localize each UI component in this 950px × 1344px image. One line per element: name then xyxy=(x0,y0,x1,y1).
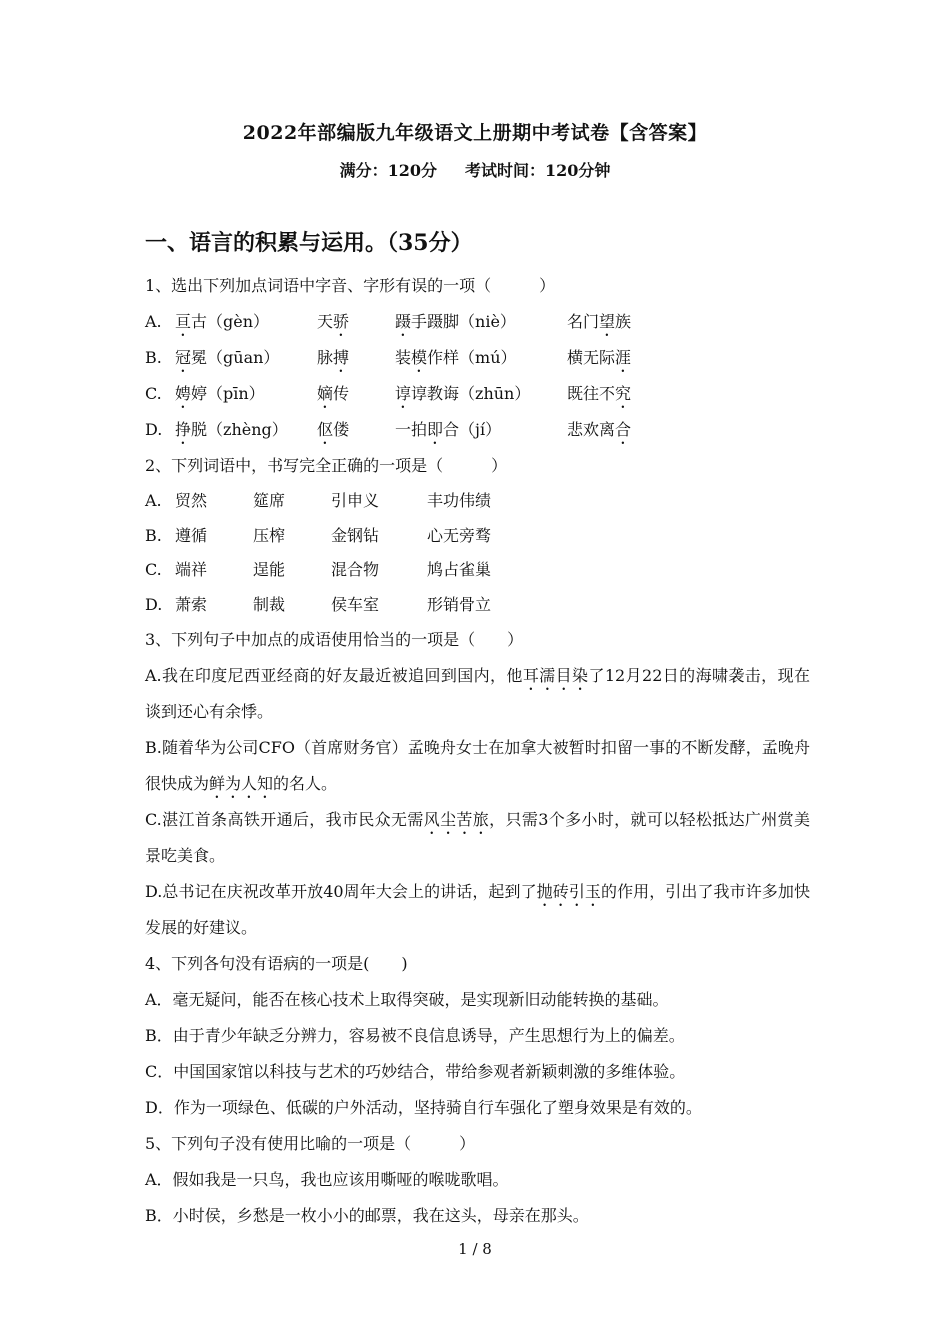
q2-option: D. 萧索 制裁 侯车室 形销骨立 xyxy=(145,594,492,614)
q5-option-a: A．假如我是一只鸟，我也应该用嘶哑的喉咙歌唱。 xyxy=(145,1170,509,1189)
q4-option-c: C．中国国家馆以科技与艺术的巧妙结合，带给参观者新颖刺激的多维体验。 xyxy=(145,1062,686,1081)
q1-option: B. 冠冕（gūan） 脉搏 装模作样（mú） 横无际涯 xyxy=(145,348,632,367)
q3-option-d: D.总书记在庆祝改革开放40周年大会上的讲话，起到了抛砖引玉的作用，引出了我市许多加快发展的好建议。 xyxy=(145,882,810,937)
q4-option-d: D．作为一项绿色、低碳的户外活动，坚持骑自行车强化了塑身效果是有效的。 xyxy=(145,1098,702,1117)
q2-option: B. 遵循 压榨 金钢钻 心无旁骛 xyxy=(145,525,492,545)
q2-option: A. 贸然 筵席 引申义 丰功伟绩 xyxy=(145,491,492,510)
q3-option-a: A.我在印度尼西亚经商的好友最近被追回到国内，他耳濡目染了12月22日的海啸袭击，现在谈到还心有余悸。 xyxy=(145,666,810,721)
q5-option-b: B．小时侯，乡愁是一枚小小的邮票，我在这头，母亲在那头。 xyxy=(145,1206,589,1225)
q3-stem: 3、下列句子中加点的成语使用恰当的一项是（ ） xyxy=(145,630,524,649)
q2-option: C. 端祥 逞能 混合物 鸠占雀巢 xyxy=(145,560,492,579)
q5-stem: 5、下列句子没有使用比喻的一项是（ ） xyxy=(145,1134,476,1153)
q4-stem: 4、下列各句没有语病的一项是( ) xyxy=(145,954,408,973)
q4-option-a: A．毫无疑问，能否在核心技术上取得突破，是实现新旧动能转换的基础。 xyxy=(145,990,669,1009)
q4-option-b: B．由于青少年缺乏分辨力，容易被不良信息诱导，产生思想行为上的偏差。 xyxy=(145,1026,685,1045)
exam-time: 考试时间：120分钟 xyxy=(465,161,611,180)
document-title: 2022年部编版九年级语文上册期中考试卷【含答案】 xyxy=(242,122,708,144)
q1-option: C. 娉婷（pīn） 嫡传 谆谆教诲（zhūn） 既往不究 xyxy=(145,384,632,403)
q1-option: A. 亘古（gèn） 天骄 蹑手蹑脚（niè） 名门望族 xyxy=(145,312,632,331)
q2-stem: 2、下列词语中，书写完全正确的一项是（ ） xyxy=(145,456,508,475)
q1-option: D. 挣脱（zhèng） 伛偻 一拍即合（jí） 悲欢离合 xyxy=(145,420,632,439)
full-score: 满分：120分 xyxy=(339,161,437,180)
q3-option-b: B.随着华为公司CFO（首席财务官）孟晚舟女士在加拿大被暂时扣留一事的不断发酵，孟晚舟很快成为鲜为人知的名人。 xyxy=(145,738,810,793)
q1-stem: 1、选出下列加点词语中字音、字形有误的一项（ ） xyxy=(145,276,556,295)
exam-info xyxy=(0,158,950,181)
page-number: 1 / 8 xyxy=(458,1240,492,1258)
questions xyxy=(145,268,810,1234)
section-heading: 一、语言的积累与运用。（35分） xyxy=(145,230,473,256)
q3-option-c: C.湛江首条高铁开通后，我市民众无需风尘苦旅，只需3个多小时，就可以轻松抵达广州赏美景吃美食。 xyxy=(145,810,810,865)
